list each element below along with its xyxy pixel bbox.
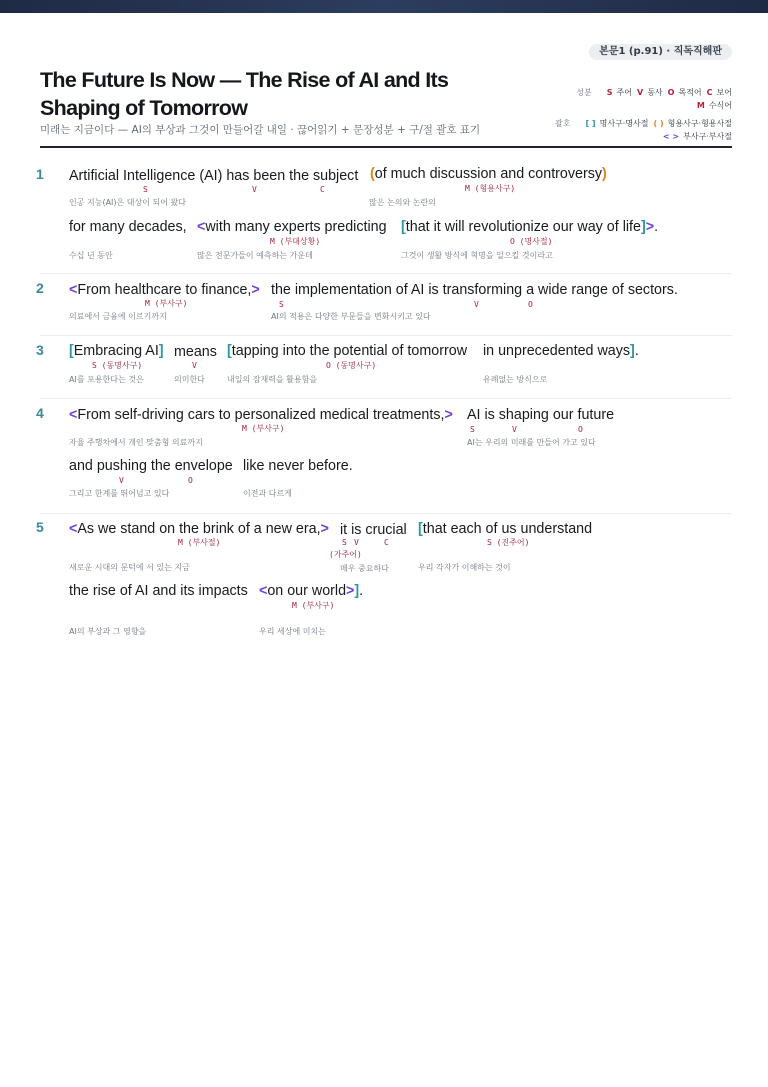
legend-item-complement: C 보어 [706, 88, 732, 97]
chunk: in unprecedented ways]. [483, 343, 639, 359]
sentence-3 [36, 336, 732, 399]
chunk: the rise of AI and its impacts [69, 583, 248, 599]
tag-subject: S [342, 538, 347, 547]
translation: 그것이 생활 방식에 혁명을 일으킬 것이라고 [401, 251, 553, 260]
chunk: AI is shaping our future [467, 407, 615, 423]
top-banner [0, 0, 768, 13]
legend-item-verb: V 동사 [636, 88, 663, 97]
tag-verb: V [252, 185, 257, 194]
chunk: it is crucial [340, 522, 407, 538]
tag-object: O [188, 476, 193, 485]
tag-modifier: M (부대상황) [270, 237, 321, 246]
tag-subject: S [279, 300, 284, 309]
translation: AI의 적용은 다양한 부문들을 변화시키고 있다 [271, 312, 431, 321]
translation: 내일의 잠재력을 활용함을 [227, 375, 318, 384]
tag-subject: S (동명사구) [92, 361, 143, 370]
legend-item-modifier: M 수식어 [696, 101, 732, 110]
tag-modifier: M (부사구) [292, 601, 335, 610]
tag-verb: V [119, 476, 124, 485]
translation: 많은 전문가들이 예측하는 가운데 [197, 251, 313, 260]
legend-components-label: 성분 [576, 88, 592, 97]
tag-verb: V [512, 425, 517, 434]
chunk: means [174, 344, 217, 360]
translation: 의미한다 [174, 375, 205, 384]
tag-complement: C [320, 185, 325, 194]
chunk: (of much discussion and controversy) [370, 166, 607, 182]
tag-complement: C [384, 538, 389, 547]
tag-subject: S [143, 185, 148, 194]
tag-modifier: M (부사구) [242, 424, 285, 433]
translation: 인공 지능(AI)은 대상이 되어 왔다 [69, 198, 186, 207]
sentence-5 [36, 514, 732, 644]
tag-subject: S [470, 425, 475, 434]
legend-item-adverb-bracket: < > 부사구·부사절 [662, 132, 732, 141]
chunk: for many decades, [69, 219, 187, 235]
legend-components [542, 86, 732, 112]
legend [542, 86, 732, 143]
chunk: [that it will revolutionize our way of life]>. [401, 219, 659, 235]
header-rule [40, 146, 732, 148]
sentence-number: 5 [36, 519, 44, 535]
legend-item-adjective-bracket: ( ) 형용사구·형용사절 [653, 119, 732, 128]
page-subtitle: 미래는 지금이다 — AI의 부상과 그것이 만들어갈 내일 · 끊어읽기 + 문장성분 + 구/절 괄호 표기 [40, 124, 481, 136]
chunk: <From self-driving cars to personalized medical treatments,> [69, 407, 453, 423]
legend-item-subject: S 주어 [606, 88, 632, 97]
translation: 유례없는 방식으로 [483, 375, 548, 384]
tag-verb: V [354, 538, 359, 547]
legend-item-noun-bracket: [ ] 명사구·명사절 [585, 119, 649, 128]
legend-item-object: O 목적어 [667, 88, 702, 97]
sentence-number: 4 [36, 405, 44, 421]
tag-object: O [528, 300, 533, 309]
tag-verb: V [474, 300, 479, 309]
chunk: [Embracing AI] [69, 343, 164, 359]
tag-modifier: M (형용사구) [465, 184, 516, 193]
tag-modifier: M (부사구) [145, 299, 188, 308]
tag-object: O (명사절) [510, 237, 553, 246]
translation: 매우 중요하다 [340, 564, 389, 573]
translation: 많은 논의와 논란의 [369, 198, 436, 207]
sentence-number: 3 [36, 342, 44, 358]
sentence-number: 2 [36, 280, 44, 296]
chunk: <As we stand on the brink of a new era,> [69, 521, 329, 537]
sentence-1 [36, 160, 732, 274]
translation: 우리 세상에 미치는 [259, 627, 326, 636]
translation: AI를 포용한다는 것은 [69, 375, 144, 384]
tag-dummy-subject: (가주어) [329, 550, 362, 559]
chunk: like never before. [243, 458, 353, 474]
sentence-2 [36, 274, 732, 336]
chunk: <on our world>]. [259, 583, 364, 599]
translation: 수십 년 동안 [69, 251, 113, 260]
legend-brackets [542, 117, 732, 143]
tag-verb: V [192, 361, 197, 370]
tag-object: O [578, 425, 583, 434]
chunk: <with many experts predicting [197, 219, 387, 235]
translation: 새로운 시대의 문턱에 서 있는 지금 [69, 563, 190, 572]
sentence-4 [36, 399, 732, 514]
page-badge: 본문1 (p.91) · 직독직해판 [589, 44, 732, 60]
translation: 그리고 한계를 뛰어넘고 있다 [69, 489, 170, 498]
tag-modifier: M (부사절) [178, 538, 221, 547]
chunk: [that each of us understand [418, 521, 593, 537]
chunk: <From healthcare to finance,> [69, 282, 260, 298]
translation: 의료에서 금융에 이르기까지 [69, 312, 167, 321]
chunk: [tapping into the potential of tomorrow [227, 343, 468, 359]
sentence-number: 1 [36, 166, 44, 182]
page-title: The Future Is Now — The Rise of AI and Its Shaping of Tomorrow [40, 68, 449, 120]
translation: 자율 주행차에서 개인 맞춤형 의료까지 [69, 438, 203, 447]
tag-object: O (동명사구) [326, 361, 377, 370]
legend-brackets-label: 괄호 [555, 119, 571, 128]
translation: 이전과 다르게 [243, 489, 292, 498]
translation: AI는 우리의 미래를 만들어 가고 있다 [467, 438, 596, 447]
tag-subject: S (진주어) [487, 538, 530, 547]
chunk: the implementation of AI is transforming a wide range of sectors. [271, 282, 678, 298]
chunk: and pushing the envelope [69, 458, 233, 474]
chunk: Artificial Intelligence (AI) has been the subject [69, 168, 359, 184]
translation: AI의 부상과 그 영향을 [69, 627, 147, 636]
translation: 우리 각자가 이해하는 것이 [418, 563, 511, 572]
